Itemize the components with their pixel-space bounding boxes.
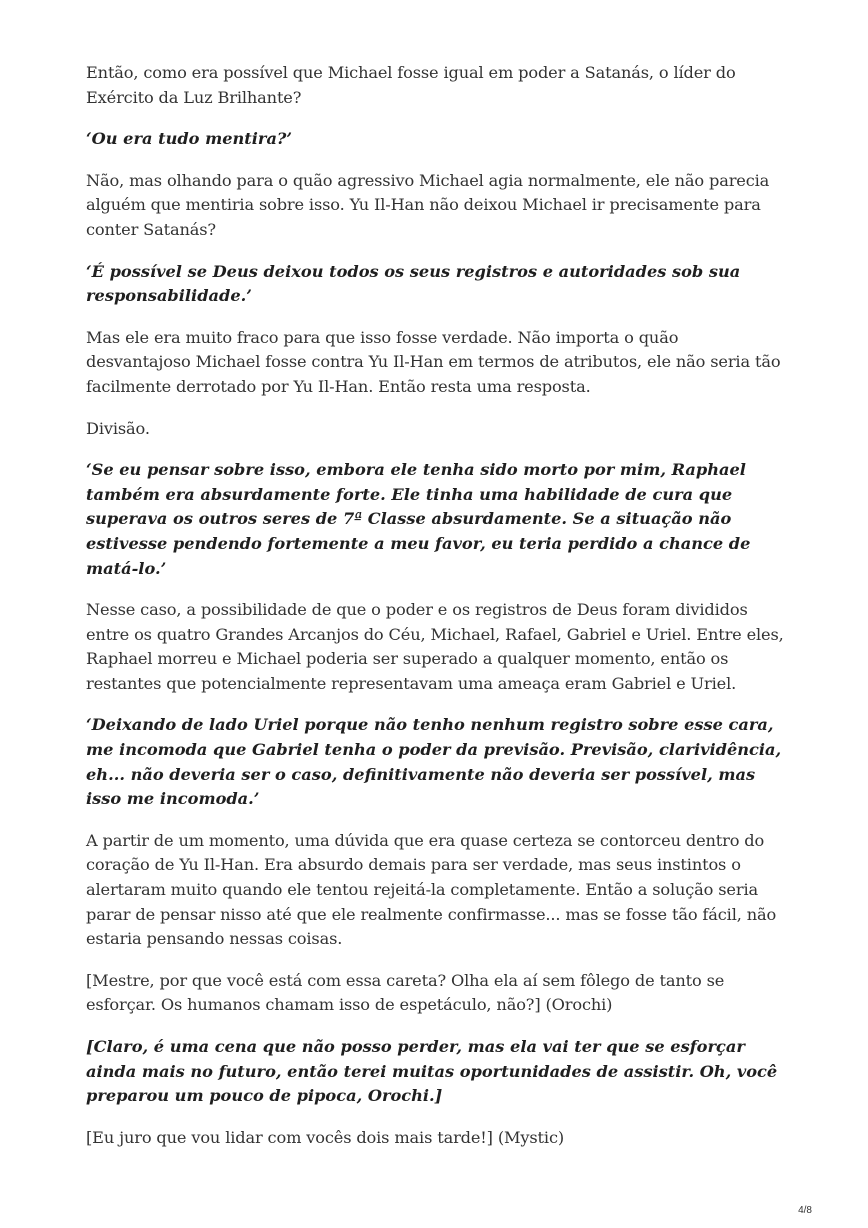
paragraph: A partir de um momento, uma dúvida que era quase certeza se contorceu dentro do coração de Yu Il-Han. Era absurdo demais para ser verdade, mas seus instintos o alertaram muito quando ele tentou rejeitá-la completamente. Então a solução seria parar de pensar nisso até que ele realmente confirmasse... mas se fosse tão fácil, não estaria pensando nessas coisas. [86,830,777,949]
inner-thought: ‘Deixando de lado Uriel porque não tenho nenhum registro sobre esse cara, me incomoda que Gabriel tenha o poder da previsão. Previsão, clarividência, eh... não deveria ser o caso, definitivamente não deveria ser possível, mas isso me incomoda.’ [86,715,782,809]
inner-thought: ‘É possível se Deus deixou todos os seus registros e autoridades sob sua responsabilidade.’ [86,261,741,306]
paragraph: Não, mas olhando para o quão agressivo Michael agia normalmente, ele não parecia alguém que mentiria sobre isso. Yu Il-Han não deixou Michael ir precisamente para conter Satanás? [86,170,770,239]
dialogue-line: [Mestre, por que você está com essa careta? Olha ela aí sem fôlego de tanto se esforçar. Os humanos chamam isso de espetáculo, não?] (Orochi) [86,970,725,1015]
paragraph: Nesse caso, a possibilidade de que o poder e os registros de Deus foram divididos entre os quatro Grandes Arcanjos do Céu, Michael, Rafael, Gabriel e Uriel. Entre eles, Raphael morreu e Michael poderia ser superado a qualquer momento, então os restantes que potencialmente representavam uma ameaça eram Gabriel e Uriel. [86,600,784,693]
dialogue-line: [Eu juro que vou lidar com vocês dois mais tarde!] (Mystic) [86,1127,565,1147]
inner-thought: ‘Se eu pensar sobre isso, embora ele tenha sido morto por mim, Raphael também era absurdamente forte. Ele tinha uma habilidade de cura que superava os outros seres de 7ª Classe absurdamente. Se a situação não estivesse pendendo fortemente a meu favor, eu teria perdido a chance de matá-lo.’ [86,460,751,578]
document-page [86,61,786,1167]
inner-thought: ‘Ou era tudo mentira?’ [86,129,293,149]
inner-thought: [Claro, é uma cena que não posso perder, mas ela vai ter que se esforçar ainda mais no futuro, então terei muitas oportunidades de assistir. Oh, você preparou um pouco de pipoca, Orochi.] [86,1037,778,1106]
page-number: 4/8 [798,1205,812,1216]
paragraph: Então, como era possível que Michael fosse igual em poder a Satanás, o líder do Exército da Luz Brilhante? [86,63,736,107]
paragraph: Mas ele era muito fraco para que isso fosse verdade. Não importa o quão desvantajoso Michael fosse contra Yu Il-Han em termos de atributos, ele não seria tão facilmente derrotado por Yu Il-Han. Então resta uma resposta. [86,327,781,396]
paragraph: Divisão. [86,418,150,438]
